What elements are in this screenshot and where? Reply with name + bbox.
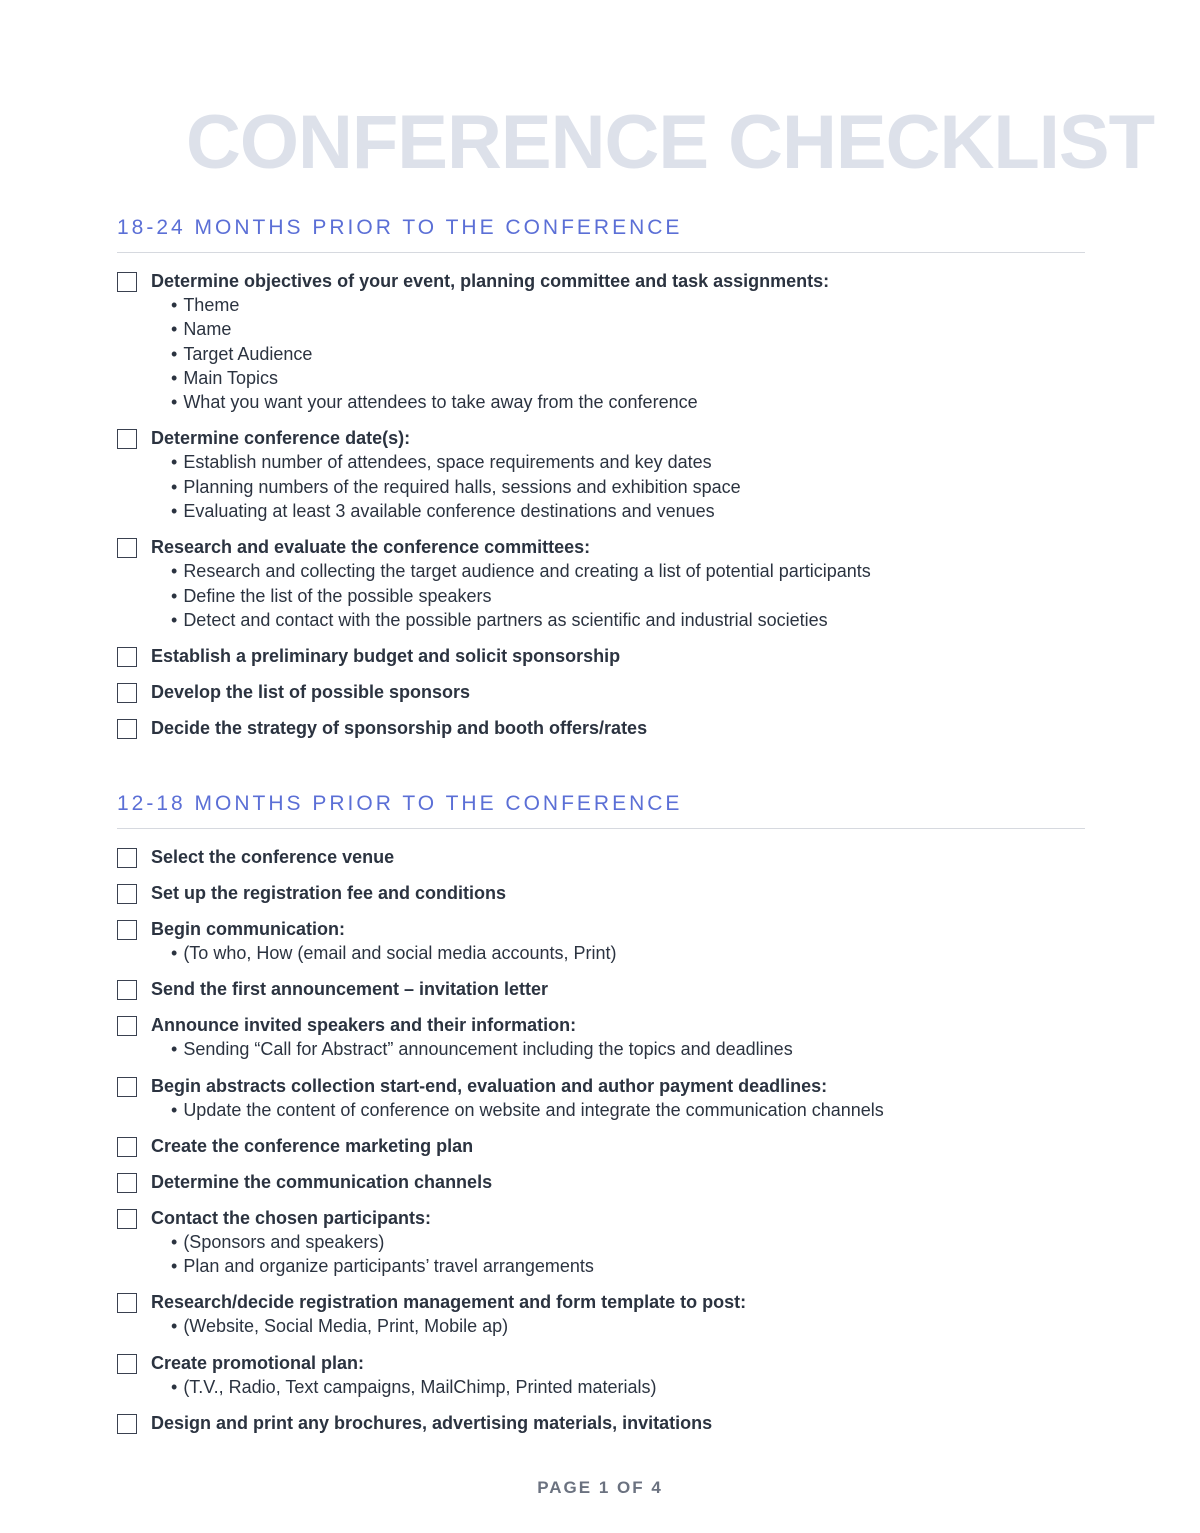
checklist-item (117, 1351, 1085, 1399)
checkbox[interactable] (117, 1414, 137, 1434)
checklist-item (117, 1411, 1085, 1435)
bullet-item: • (To who, How (email and social media accounts, Print) (171, 941, 1085, 965)
bullet-item: • Define the list of the possible speakers (171, 584, 1085, 608)
checklist-item-title: Design and print any brochures, advertising materials, invitations (151, 1413, 713, 1434)
checklist-item (117, 426, 1085, 523)
checklist (117, 845, 1085, 1435)
checklist-item-title: Create promotional plan: (151, 1352, 365, 1373)
bullet-item: • Establish number of attendees, space requirements and key dates (171, 450, 1085, 474)
checkbox[interactable] (117, 1293, 137, 1313)
checklist-item-title: Begin communication: (151, 919, 346, 939)
bullet-item: • (Website, Social Media, Print, Mobile ap) (171, 1314, 1085, 1338)
bullet-item: • Update the content of conference on website and integrate the communication channels (171, 1098, 1085, 1122)
page-title: CONFERENCE CHECKLIST (186, 100, 1155, 185)
checkbox[interactable] (117, 719, 137, 739)
checklist (117, 269, 1085, 740)
bullet-item: • Detect and contact with the possible partners as scientific and industrial societies (171, 608, 1085, 632)
checkbox[interactable] (117, 1354, 137, 1374)
bullet-list (151, 1314, 1085, 1338)
bullet-list (151, 1375, 1085, 1399)
bullet-list (151, 1098, 1085, 1122)
bullet-item: • Main Topics (171, 366, 1085, 390)
checkbox[interactable] (117, 647, 137, 667)
checklist-item (117, 1134, 1085, 1158)
bullet-item: • (Sponsors and speakers) (171, 1230, 1085, 1254)
checkbox[interactable] (117, 1016, 137, 1036)
checklist-item (117, 680, 1085, 704)
bullet-list (151, 450, 1085, 523)
checklist-item (117, 881, 1085, 905)
checklist-item-title: Determine objectives of your event, planning committee and task assignments: (151, 271, 830, 291)
checklist-item (117, 1074, 1085, 1122)
bullet-item: • Planning numbers of the required halls, sessions and exhibition space (171, 475, 1085, 499)
checkbox[interactable] (117, 980, 137, 1000)
checklist-item-title: Decide the strategy of sponsorship and booth offers/rates (151, 718, 648, 739)
checklist-item (117, 917, 1085, 965)
checklist-item (117, 269, 1085, 414)
checkbox[interactable] (117, 272, 137, 292)
checklist-item-title: Develop the list of possible sponsors (151, 682, 471, 703)
checklist-item-title: Research/decide registration management and form template to post: (151, 1292, 747, 1313)
checkbox[interactable] (117, 1173, 137, 1193)
checkbox[interactable] (117, 920, 137, 940)
checklist-item-title: Select the conference venue (151, 847, 395, 867)
checklist-item (117, 1013, 1085, 1061)
bullet-item: • What you want your attendees to take away from the conference (171, 390, 1085, 414)
bullet-item: • Target Audience (171, 342, 1085, 366)
section-heading: 12-18 MONTHS PRIOR TO THE CONFERENCE (117, 790, 1085, 829)
bullet-item: • Theme (171, 293, 1085, 317)
bullet-list (151, 293, 1085, 414)
page-number: PAGE 1 OF 4 (537, 1478, 663, 1497)
bullet-item: • (T.V., Radio, Text campaigns, MailChimp, Printed materials) (171, 1375, 1085, 1399)
section-18-24-months (117, 214, 1085, 752)
bullet-list (151, 1230, 1085, 1279)
bullet-list (151, 559, 1085, 632)
checklist-item-title: Determine the communication channels (151, 1171, 493, 1192)
checklist-item (117, 845, 1085, 869)
checklist-item (117, 716, 1085, 740)
bullet-item: • Plan and organize participants’ travel arrangements (171, 1254, 1085, 1278)
checklist-item-title: Establish a preliminary budget and solicit sponsorship (151, 646, 621, 667)
bullet-item: • Sending “Call for Abstract” announcement including the topics and deadlines (171, 1037, 1085, 1061)
bullet-item: • Name (171, 317, 1085, 341)
checklist-item (117, 644, 1085, 668)
checkbox[interactable] (117, 1137, 137, 1157)
checklist-item-title: Begin abstracts collection start-end, evaluation and author payment deadlines: (151, 1075, 828, 1096)
bullet-item: • Evaluating at least 3 available conference destinations and venues (171, 499, 1085, 523)
checklist-item-title: Research and evaluate the conference committees: (151, 537, 591, 558)
bullet-list (151, 1037, 1085, 1061)
checkbox[interactable] (117, 1077, 137, 1097)
checkbox[interactable] (117, 683, 137, 703)
checkbox[interactable] (117, 884, 137, 904)
checklist-item (117, 977, 1085, 1001)
checklist-item-title: Create the conference marketing plan (151, 1135, 474, 1156)
checklist-item (117, 1206, 1085, 1279)
checklist-item-title: Contact the chosen participants: (151, 1207, 432, 1228)
checklist-item-title: Determine conference date(s): (151, 428, 411, 449)
bullet-list (151, 941, 1085, 965)
checklist-item-title: Set up the registration fee and conditions (151, 883, 507, 903)
bullet-item: • Research and collecting the target audience and creating a list of potential participants (171, 559, 1085, 583)
checkbox[interactable] (117, 429, 137, 449)
section-heading: 18-24 MONTHS PRIOR TO THE CONFERENCE (117, 214, 1085, 253)
checkbox[interactable] (117, 1209, 137, 1229)
checklist-item-title: Send the first announcement – invitation letter (151, 979, 549, 1000)
checklist-item-title: Announce invited speakers and their information: (151, 1015, 577, 1036)
checklist-item (117, 535, 1085, 632)
section-12-18-months (117, 790, 1085, 1447)
checklist-item (117, 1170, 1085, 1194)
checkbox[interactable] (117, 848, 137, 868)
checklist-item (117, 1290, 1085, 1338)
checkbox[interactable] (117, 538, 137, 558)
